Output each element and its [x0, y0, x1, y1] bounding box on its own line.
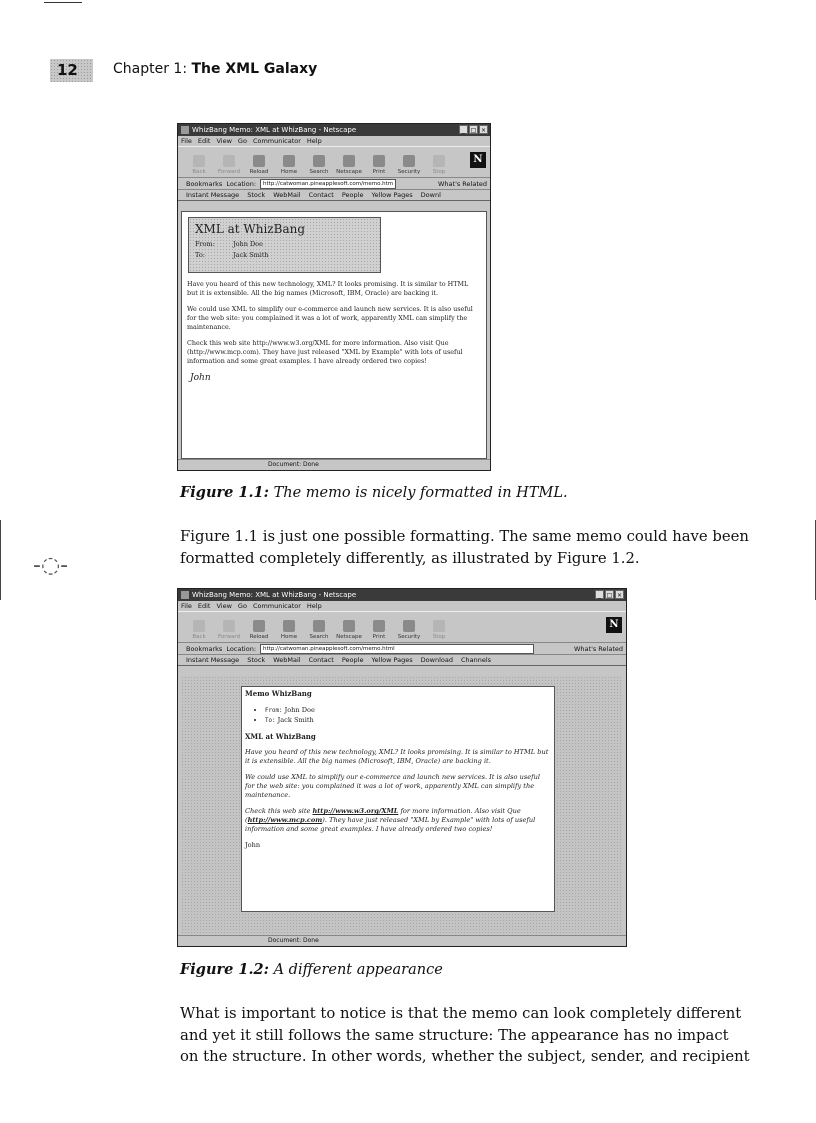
- memo-signature: John: [245, 841, 261, 849]
- window-titlebar: [178, 124, 490, 136]
- search-button[interactable]: [304, 155, 334, 177]
- home-icon: [283, 155, 295, 167]
- download-link[interactable]: Downl: [420, 191, 441, 199]
- forward-icon: [223, 620, 235, 632]
- instant-message-link[interactable]: Instant Message: [186, 191, 240, 199]
- people-link[interactable]: People: [341, 656, 364, 664]
- menu-view[interactable]: View: [216, 137, 232, 145]
- channels-link[interactable]: Channels: [460, 656, 492, 664]
- memo-subject: XML at WhizBang: [245, 732, 316, 741]
- close-icon[interactable]: ×: [480, 127, 487, 134]
- menu-edit[interactable]: Edit: [197, 602, 211, 610]
- search-label: Search: [309, 634, 329, 640]
- text-run: ). They have just released "XML by Example" with lots of useful information and some great examples. I have already ordered two copies!: [245, 816, 536, 833]
- yellow-pages-link[interactable]: Yellow Pages: [371, 656, 413, 664]
- w3c-link[interactable]: http://www.w3.org/XML: [312, 807, 399, 815]
- menu-bar: [178, 136, 490, 146]
- reload-button[interactable]: [244, 620, 274, 642]
- window-title: WhizBang Memo: XML at WhizBang - Netscape: [192, 126, 357, 134]
- left-margin-rule: [0, 520, 1, 600]
- back-button[interactable]: [184, 620, 214, 642]
- mcp-link[interactable]: http://www.mcp.com: [247, 816, 323, 824]
- memo-paragraph: We could use XML to simplify our e-commerce and launch new services. It is also useful for the web site: you complained it was a lot of work, apparently XML can simplify the maintenance.: [245, 773, 540, 799]
- print-button[interactable]: [364, 620, 394, 642]
- netscape-label: Netscape: [336, 169, 362, 175]
- memo-title: XML at WhizBang: [195, 222, 306, 236]
- lock-icon: [403, 155, 415, 167]
- forward-button[interactable]: [214, 155, 244, 177]
- memo-paragraph: Have you heard of this new technology, XML? It looks promising. It is similar to HTML but it is extensible. All the big names (Microsoft, IBM, Oracle) are backing it.: [187, 280, 469, 297]
- search-label: Search: [309, 169, 329, 175]
- download-link[interactable]: Download: [420, 656, 453, 664]
- text-line: Figure 1.1 is just one possible formatting. The same memo could have been: [180, 528, 749, 545]
- security-label: Security: [397, 169, 421, 175]
- menu-edit[interactable]: Edit: [197, 137, 211, 145]
- navigation-toolbar: [178, 146, 490, 178]
- reload-label: Reload: [249, 169, 269, 175]
- registration-mark: -◌-: [33, 553, 69, 578]
- from-row: [195, 239, 374, 250]
- netscape-button[interactable]: [334, 155, 364, 177]
- maximize-icon[interactable]: □: [470, 127, 477, 134]
- to-label: To:: [265, 718, 276, 724]
- stop-button[interactable]: [424, 155, 454, 177]
- yellow-pages-link[interactable]: Yellow Pages: [371, 191, 413, 199]
- menu-go[interactable]: Go: [237, 602, 247, 610]
- figure-1-2-caption: [180, 961, 443, 978]
- to-label: To:: [195, 251, 205, 259]
- window-titlebar: [178, 589, 626, 601]
- minimize-icon[interactable]: _: [459, 125, 468, 134]
- netscape-app-icon: [181, 591, 189, 599]
- figure-1-1-caption: [180, 484, 568, 501]
- back-label: Back: [192, 634, 206, 640]
- forward-icon: [223, 155, 235, 167]
- url-input[interactable]: http://catwoman.pineapplesoft.com/memo.htm: [260, 179, 396, 189]
- whats-related-button[interactable]: What's Related: [437, 179, 487, 188]
- security-button[interactable]: [394, 155, 424, 177]
- bookmarks-button[interactable]: Bookmarks: [186, 644, 223, 653]
- location-bar: [178, 178, 490, 190]
- print-label: Print: [372, 634, 386, 640]
- webmail-link[interactable]: WebMail: [273, 656, 301, 664]
- caption-label: Figure 1.2:: [180, 961, 269, 978]
- window-controls: [459, 125, 488, 134]
- back-label: Back: [192, 169, 206, 175]
- forward-label: Forward: [217, 634, 241, 640]
- menu-file[interactable]: File: [181, 137, 192, 145]
- stop-icon: [433, 620, 445, 632]
- caption-label: Figure 1.1:: [180, 484, 269, 501]
- memo-paragraph: Check this web site http://www.w3.org/XML for more information. Also visit Que (http://www.mcp.com). They have just released "XML by Example" with lots of useful information and some great examples. I have already ordered two copies!: [187, 339, 463, 365]
- location-bar: [178, 643, 626, 655]
- caption-text: A different appearance: [273, 962, 443, 978]
- chapter-heading: [113, 61, 317, 77]
- whats-related-button[interactable]: What's Related: [573, 644, 623, 653]
- reload-icon: [253, 155, 265, 167]
- contact-link[interactable]: Contact: [308, 191, 334, 199]
- text-run: Check this web site: [245, 807, 313, 815]
- chapter-title: The XML Galaxy: [191, 61, 318, 77]
- page-content: [181, 211, 487, 459]
- text-run: for more information. Also visit Que (: [245, 807, 521, 824]
- window-title: WhizBang Memo: XML at WhizBang - Netscape: [192, 591, 357, 599]
- menu-help[interactable]: Help: [306, 602, 322, 610]
- to-value: Jack Smith: [277, 716, 314, 724]
- netscape-logo-icon: N: [470, 152, 486, 168]
- search-button[interactable]: [304, 620, 334, 642]
- caption-text: The memo is nicely formatted in HTML.: [273, 485, 568, 501]
- list-item: [265, 716, 551, 726]
- text-line: and yet it still follows the same structure: The appearance has no impact: [180, 1026, 729, 1044]
- reload-label: Reload: [249, 634, 269, 640]
- navigation-toolbar: [178, 611, 626, 643]
- top-rule: [44, 2, 82, 3]
- stop-icon: [433, 155, 445, 167]
- minimize-icon[interactable]: _: [595, 590, 604, 599]
- url-input[interactable]: http://catwoman.pineapplesoft.com/memo.html: [260, 644, 534, 654]
- memo-heading: Memo WhizBang: [245, 689, 312, 698]
- figure-1-1-browser-window: [177, 123, 491, 471]
- from-value: John Doe: [233, 240, 263, 248]
- print-button[interactable]: [364, 155, 394, 177]
- back-icon: [193, 155, 205, 167]
- print-icon: [373, 620, 385, 632]
- menu-file[interactable]: File: [181, 602, 192, 610]
- netscape-label: Netscape: [336, 634, 362, 640]
- location-label: Location:: [226, 179, 257, 188]
- menu-bar: [178, 601, 626, 611]
- print-label: Print: [372, 169, 386, 175]
- security-label: Security: [397, 634, 421, 640]
- menu-communicator[interactable]: Communicator: [252, 602, 301, 610]
- search-icon: [313, 620, 325, 632]
- close-icon[interactable]: ×: [616, 592, 623, 599]
- home-button[interactable]: [274, 620, 304, 642]
- lock-icon: [403, 620, 415, 632]
- back-button[interactable]: [184, 155, 214, 177]
- body-paragraph-2: [180, 1003, 750, 1068]
- page-content: [241, 686, 555, 912]
- home-button[interactable]: [274, 155, 304, 177]
- status-bar: Document: Done: [178, 459, 490, 470]
- text-line: on the structure. In other words, whether the subject, sender, and recipient: [180, 1048, 750, 1065]
- to-value: Jack Smith: [233, 251, 269, 259]
- stock-link[interactable]: Stock: [247, 656, 266, 664]
- stop-label: Stop: [432, 634, 446, 640]
- netscape-icon: [343, 155, 355, 167]
- instant-message-link[interactable]: Instant Message: [186, 656, 240, 664]
- home-label: Home: [280, 634, 298, 640]
- menu-help[interactable]: Help: [306, 137, 322, 145]
- stop-label: Stop: [432, 169, 446, 175]
- from-value: John Doe: [284, 706, 315, 714]
- figure-1-2-browser-window: [177, 588, 627, 947]
- netscape-icon: [343, 620, 355, 632]
- text-line: What is important to notice is that the memo can look completely different: [180, 1005, 742, 1022]
- print-icon: [373, 155, 385, 167]
- status-bar: Document: Done: [178, 935, 626, 946]
- reload-icon: [253, 620, 265, 632]
- list-item: [265, 706, 551, 716]
- menu-go[interactable]: Go: [237, 137, 247, 145]
- bookmarks-button[interactable]: Bookmarks: [186, 179, 223, 188]
- stock-link[interactable]: Stock: [247, 191, 266, 199]
- home-label: Home: [280, 169, 298, 175]
- netscape-app-icon: [181, 126, 189, 134]
- body-paragraph-1: [180, 526, 749, 569]
- personal-toolbar: [178, 190, 490, 201]
- from-label: From:: [265, 708, 283, 714]
- back-icon: [193, 620, 205, 632]
- page-number: 12: [57, 61, 78, 79]
- location-label: Location:: [226, 644, 257, 653]
- menu-view[interactable]: View: [216, 602, 232, 610]
- menu-communicator[interactable]: Communicator: [252, 137, 301, 145]
- chapter-prefix: Chapter 1:: [113, 61, 188, 77]
- to-row: [195, 250, 374, 261]
- maximize-icon[interactable]: □: [606, 592, 613, 599]
- reload-button[interactable]: [244, 155, 274, 177]
- recipient-list: [245, 706, 551, 726]
- memo-paragraph: [245, 807, 551, 834]
- text-line: formatted completely differently, as illustrated by Figure 1.2.: [180, 549, 640, 567]
- from-label: From:: [195, 240, 215, 248]
- people-link[interactable]: People: [341, 191, 364, 199]
- forward-button[interactable]: [214, 620, 244, 642]
- memo-paragraph: We could use XML to simplify our e-commerce and launch new services. It is also useful for the web site: you complained it was a lot of work, apparently XML can simplify the maintenance.: [187, 305, 473, 331]
- memo-signature: John: [190, 373, 211, 383]
- personal-toolbar: [178, 655, 626, 666]
- contact-link[interactable]: Contact: [308, 656, 334, 664]
- security-button[interactable]: [394, 620, 424, 642]
- memo-paragraph: Have you heard of this new technology, XML? It looks promising. It is similar to HTML but it is extensible. All the big names (Microsoft, IBM, Oracle) are backing it.: [245, 748, 549, 765]
- netscape-logo-icon: N: [606, 617, 622, 633]
- netscape-button[interactable]: [334, 620, 364, 642]
- webmail-link[interactable]: WebMail: [273, 191, 301, 199]
- home-icon: [283, 620, 295, 632]
- stop-button[interactable]: [424, 620, 454, 642]
- window-controls: [595, 590, 624, 599]
- memo-header-box: [188, 217, 381, 273]
- search-icon: [313, 155, 325, 167]
- forward-label: Forward: [217, 169, 241, 175]
